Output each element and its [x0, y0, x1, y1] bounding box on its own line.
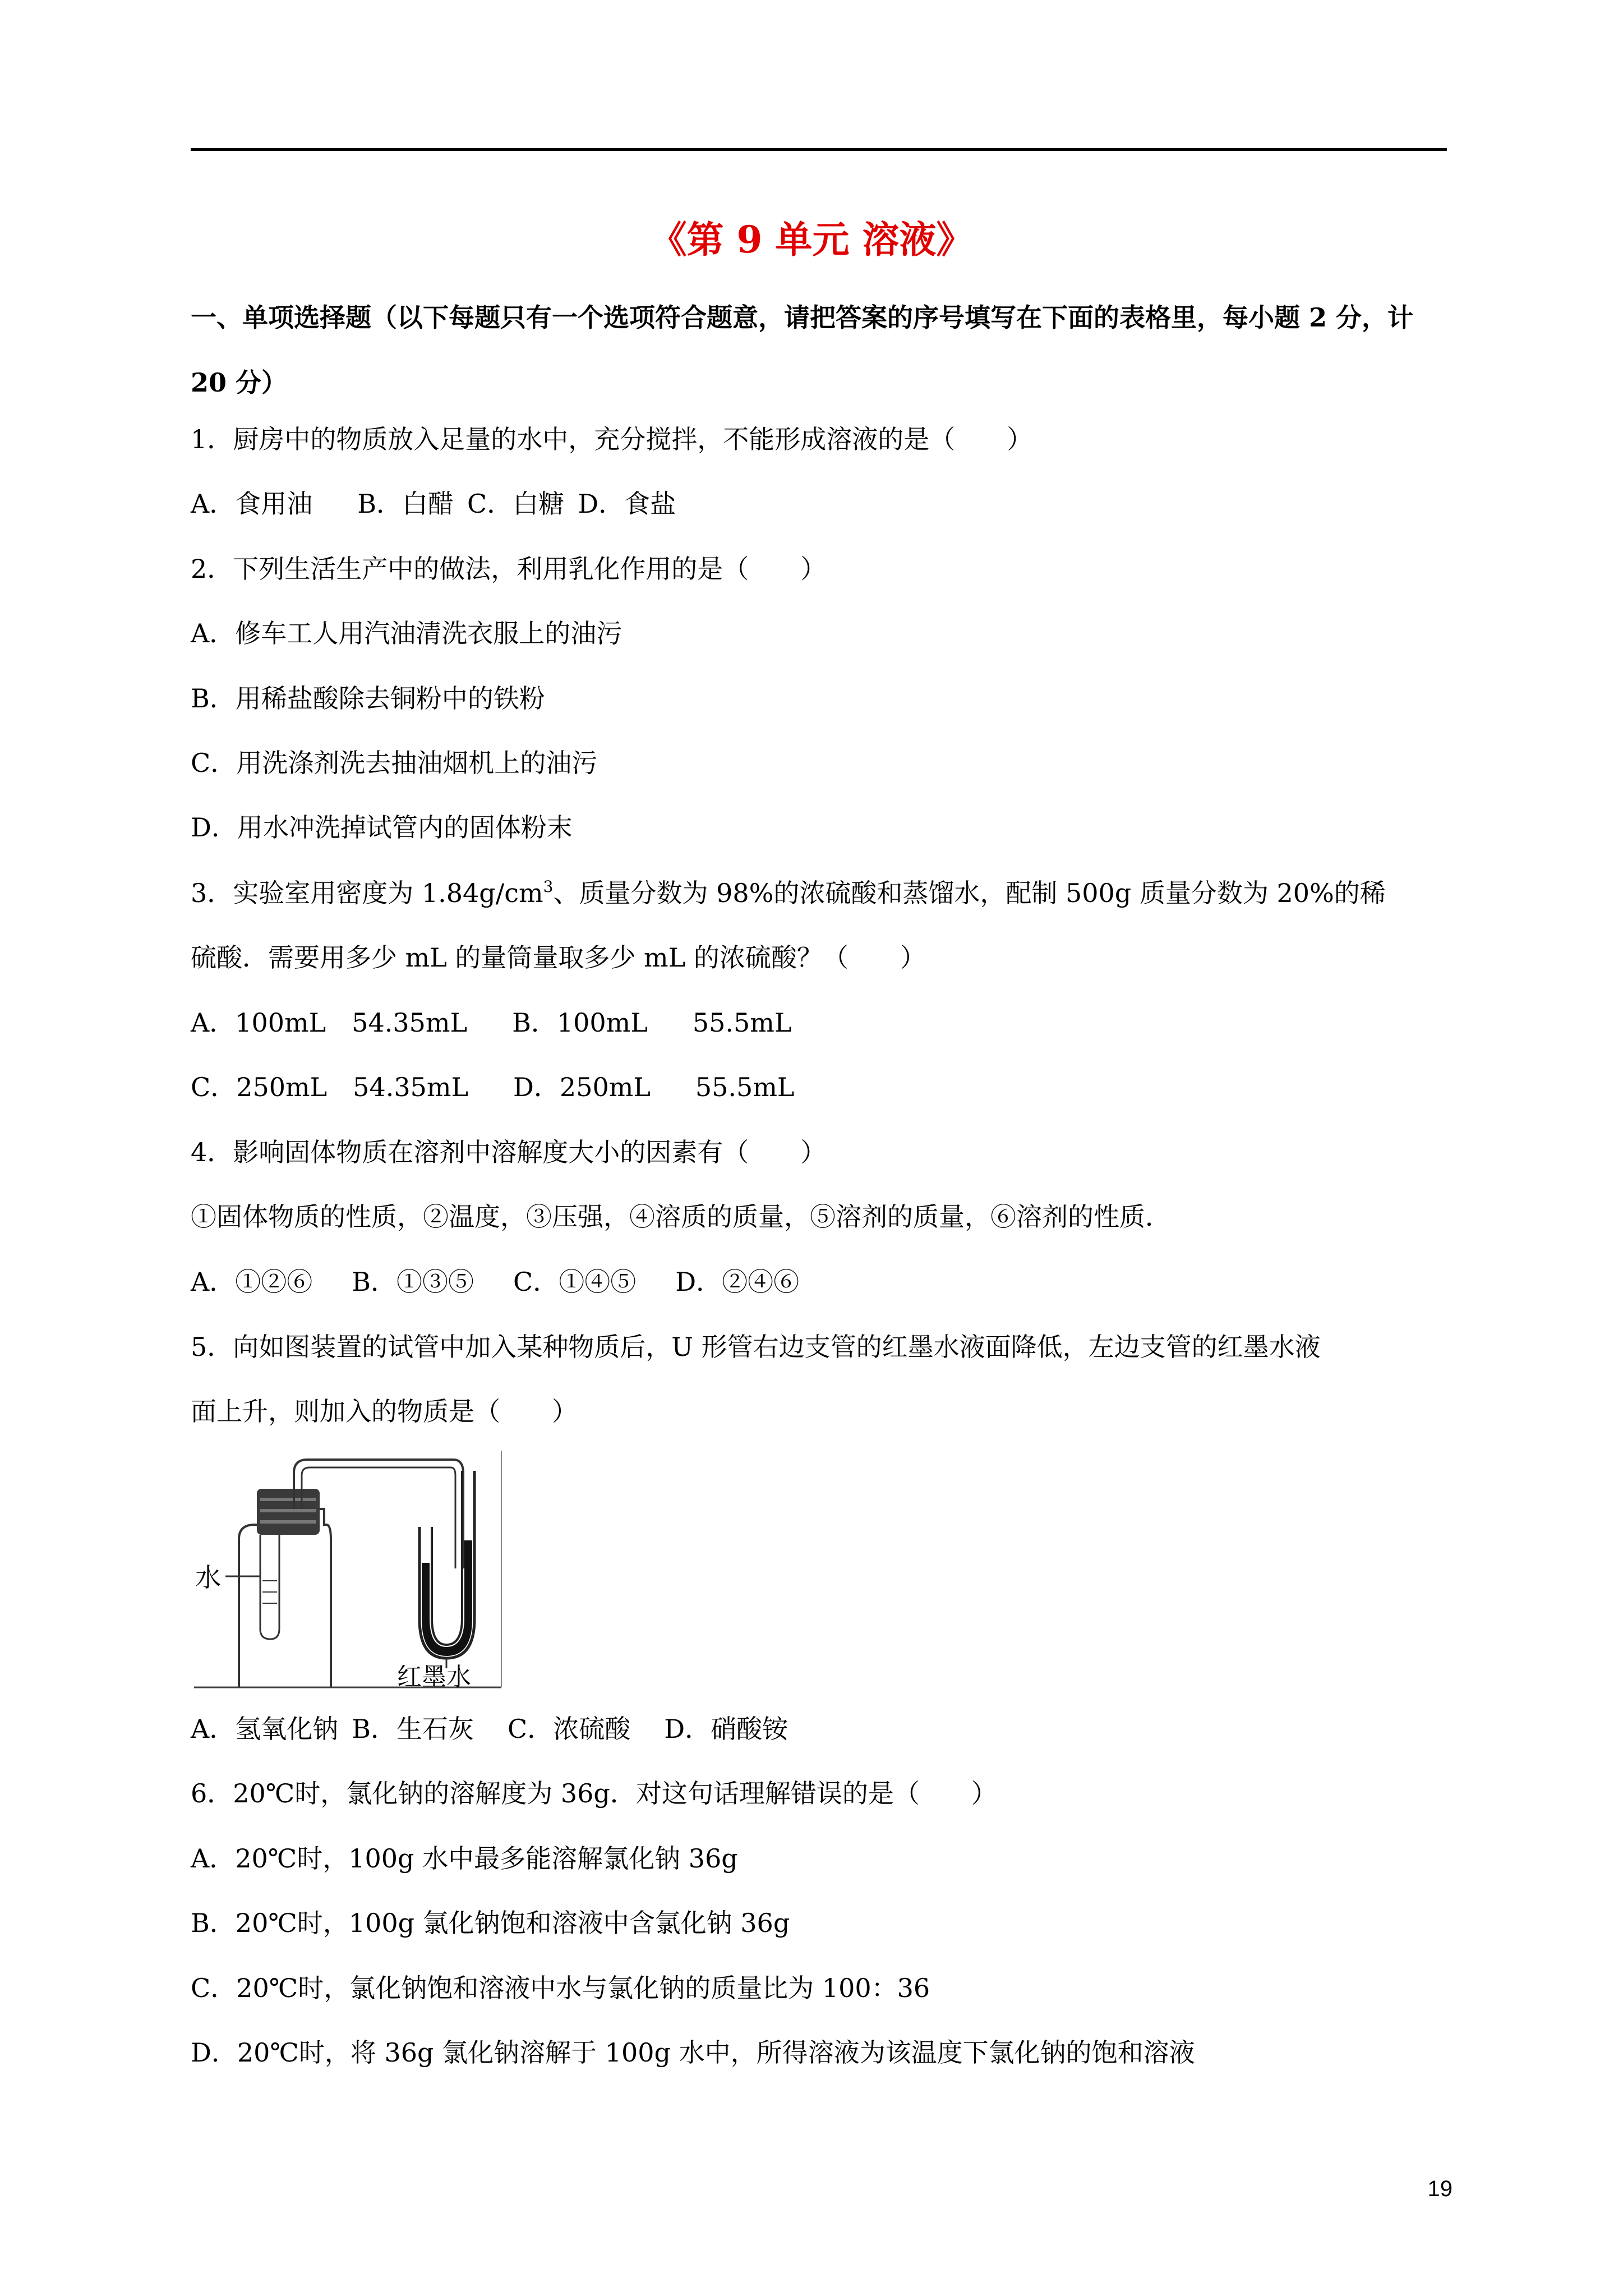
question-4-detail: ①固体物质的性质，②温度，③压强，④溶质的质量，⑤溶剂的质量，⑥溶剂的性质．	[191, 1202, 1171, 1232]
question-5-options: A．氢氧化钠 B．生石灰 C．浓硫酸 D．硝酸铵	[191, 1714, 789, 1744]
question-6-option-b: B．20℃时，100g 氯化钠饱和溶液中含氯化钠 36g	[191, 1908, 790, 1938]
question-6-stem: 6．20℃时，氯化钠的溶解度为 36g．对这句话理解错误的是（ ）	[191, 1778, 997, 1809]
question-4-stem: 4．影响固体物质在溶剂中溶解度大小的因素有（ ）	[191, 1137, 827, 1167]
question-2-option-d: D．用水冲洗掉试管内的固体粉末	[191, 812, 573, 843]
red-ink	[422, 1540, 472, 1656]
question-6-option-a: A．20℃时，100g 水中最多能溶解氯化钠 36g	[191, 1843, 738, 1874]
option-a: A．食用油	[191, 489, 313, 519]
option-d: D．食盐	[578, 489, 676, 519]
question-5-stem-line2: 面上升，则加入的物质是（ ）	[191, 1396, 578, 1427]
page-title: 《第 9 单元 溶液》	[649, 218, 974, 261]
question-3-options-ab: A．100mL 54.35mL B．100mL 55.5mL	[191, 1007, 792, 1038]
question-3-stem-line2: 硫酸．需要用多少 mL 的量筒量取多少 mL 的浓硫酸？（ ）	[191, 942, 926, 973]
question-3-options-cd: C．250mL 54.35mL D．250mL 55.5mL	[191, 1072, 795, 1102]
bottle	[239, 1509, 331, 1687]
superscript-3: 3	[543, 877, 554, 896]
question-1-options	[191, 481, 1447, 526]
page-number: 19	[1427, 2177, 1453, 2201]
header-rule	[191, 148, 1447, 151]
test-tube	[260, 1535, 279, 1639]
question-6-option-d: D．20℃时，将 36g 氯化钠溶解于 100g 水中，所得溶液为该温度下氯化钠的饱和溶液	[191, 2037, 1195, 2068]
question-4-options: A．①②⑥ B．①③⑤ C．①④⑤ D．②④⑥	[191, 1267, 800, 1297]
question-3-stem: 3．实验室用密度为 $1.84g/cm^3$、质量分数为 98%的浓硫酸和蒸馏水，配制 500g 质量分数为 20%的稀	[191, 877, 1386, 908]
question-6-option-c: C．20℃时，氯化钠饱和溶液中水与氯化钠的质量比为 100：36	[191, 1973, 930, 2003]
question-5-stem: 5．向如图装置的试管中加入某种物质后，U 形管右边支管的红墨水液面降低，左边支管的红墨水液	[191, 1332, 1321, 1362]
question-2-stem: 2．下列生活生产中的做法，利用乳化作用的是（ ）	[191, 554, 827, 584]
question-1-stem: 1．厨房中的物质放入足量的水中，充分搅拌，不能形成溶液的是（ ）	[191, 424, 1033, 454]
question-2-option-c: C．用洗涤剂洗去抽油烟机上的油污	[191, 748, 598, 778]
question-2-option-a: A．修车工人用汽油清洗衣服上的油污	[191, 618, 623, 648]
option-c: C．白糖	[467, 489, 565, 519]
red-ink-label: 红墨水	[397, 1663, 471, 1688]
section-header: 一、单项选择题（以下每题只有一个选项符合题意，请把答案的序号填写在下面的表格里，每小题 2 分，计 20 分）	[191, 302, 1414, 398]
water-label: 水	[195, 1562, 221, 1593]
option-b: B．白醋	[357, 489, 454, 519]
apparatus-figure	[194, 1451, 502, 1688]
question-2-option-b: B．用稀盐酸除去铜粉中的铁粉	[191, 683, 545, 714]
